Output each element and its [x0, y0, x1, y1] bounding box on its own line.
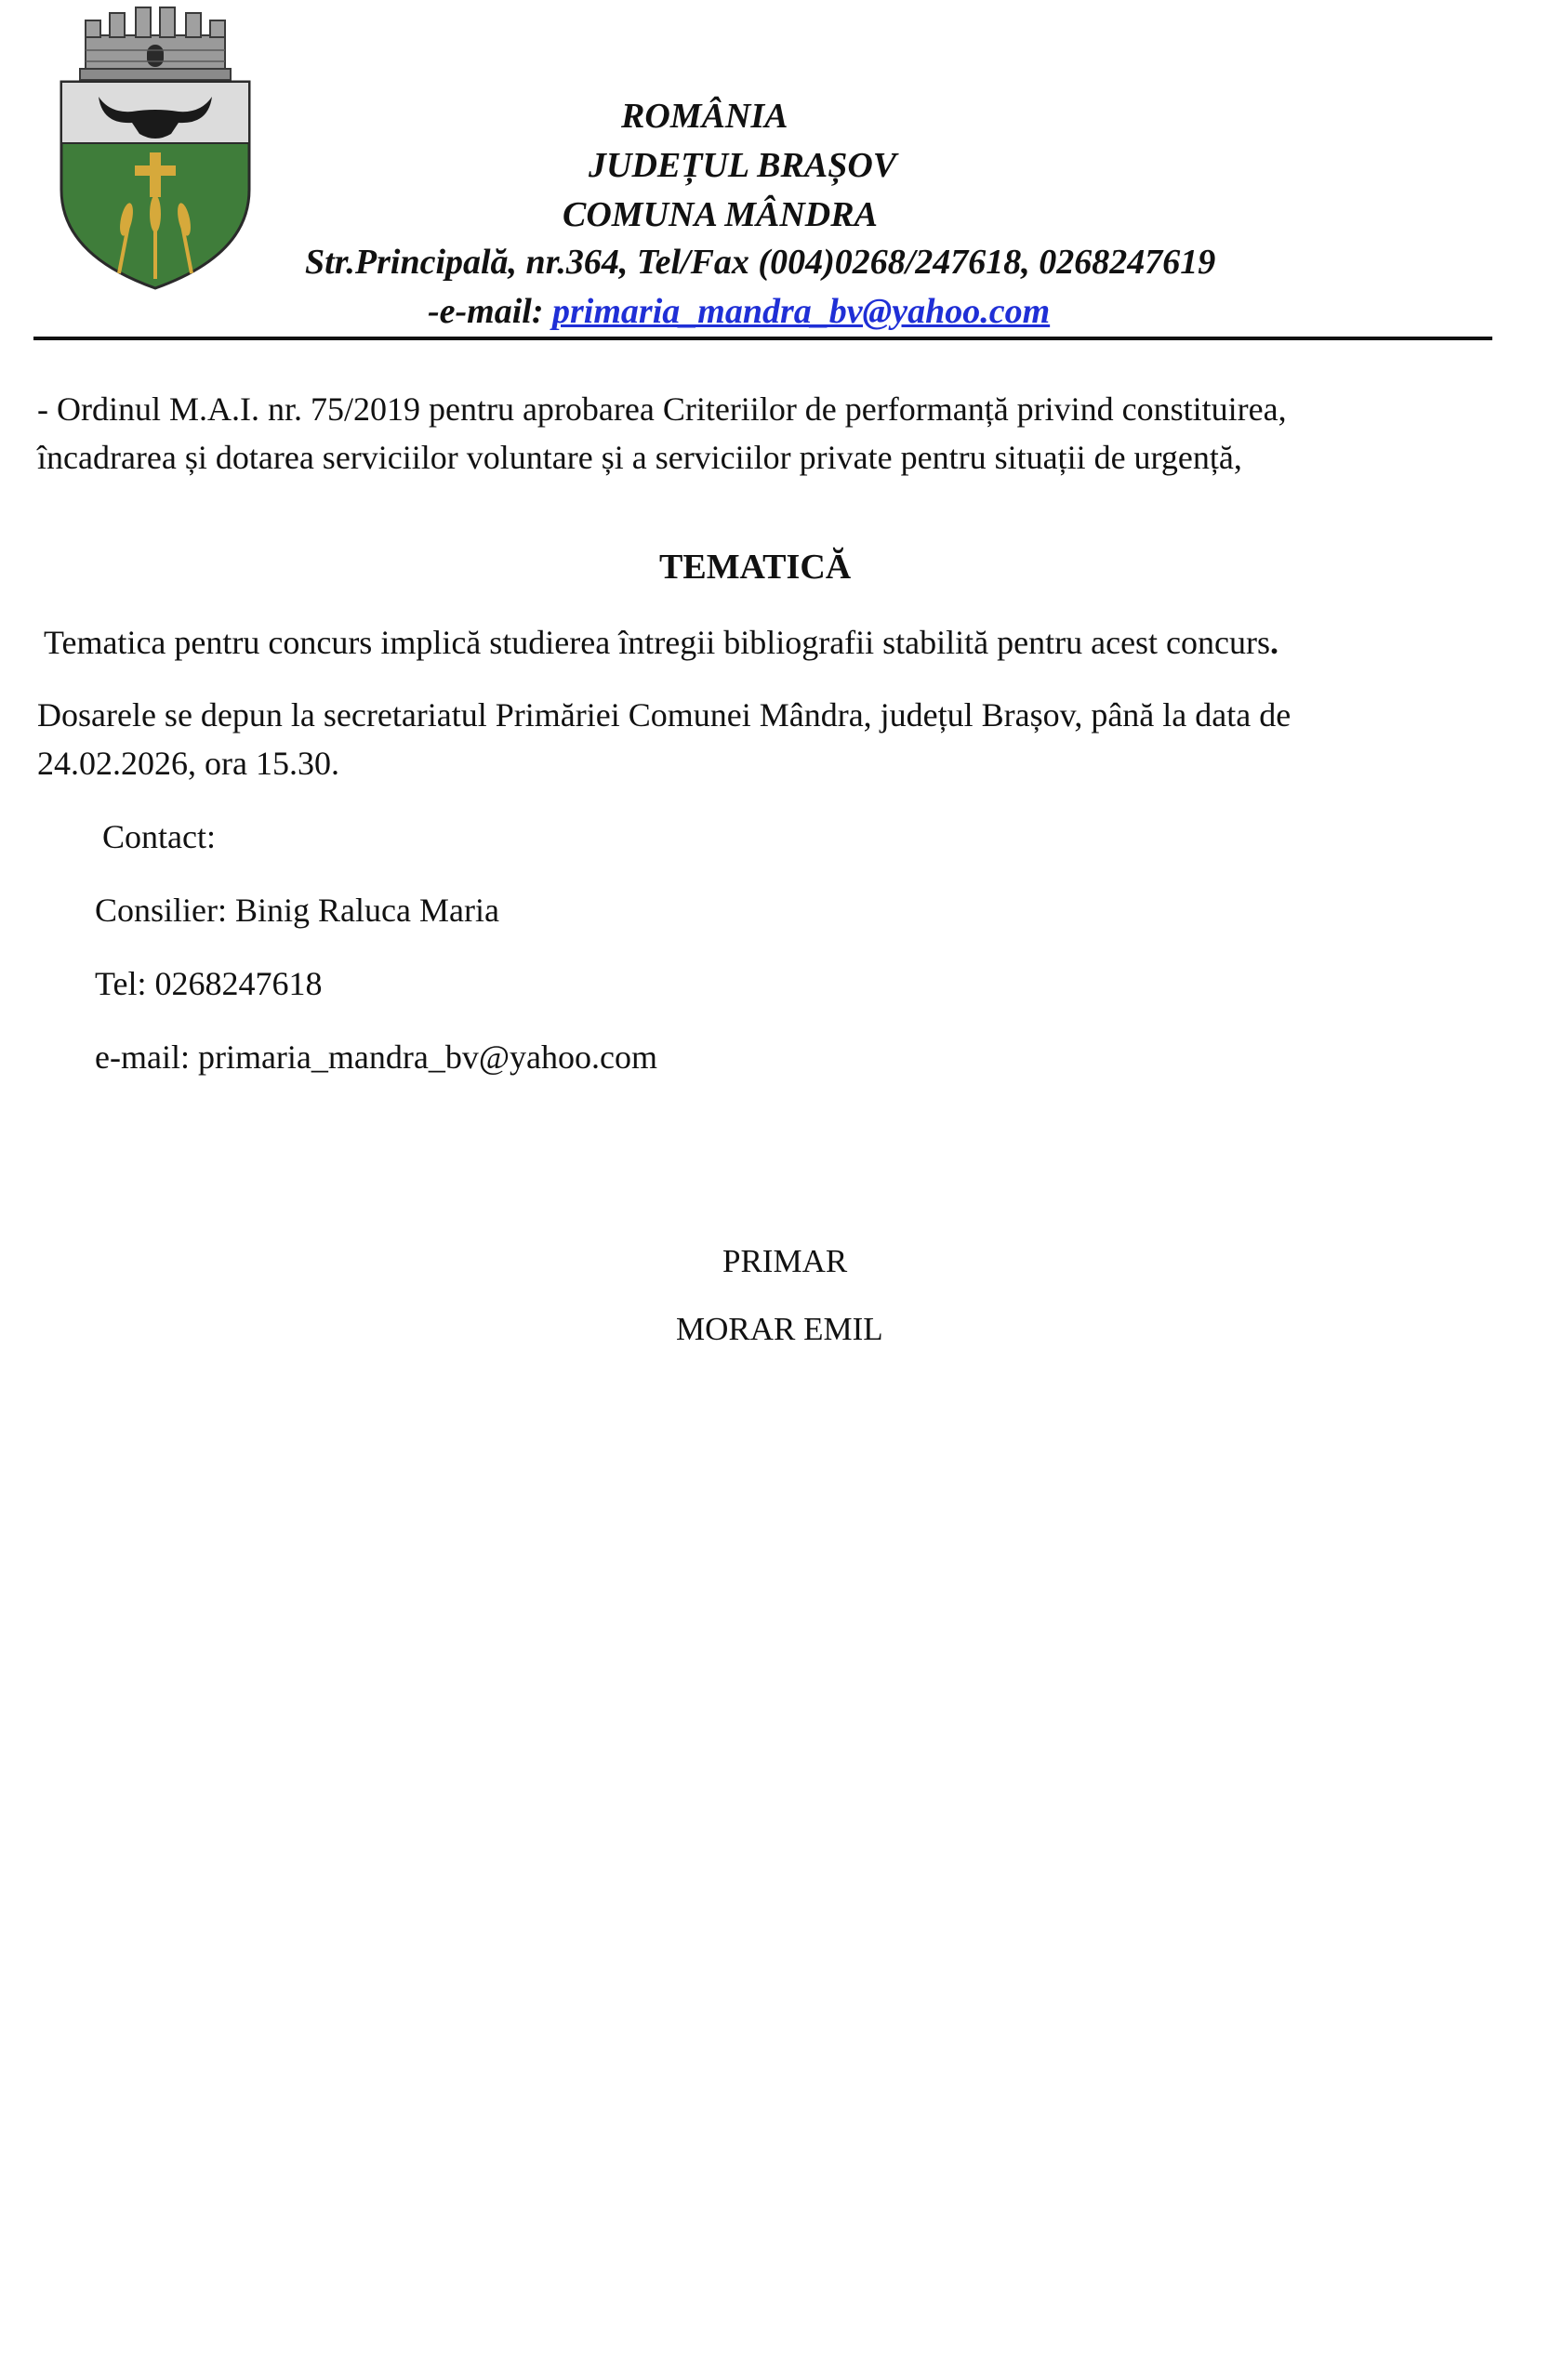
tematica-heading: TEMATICĂ	[659, 548, 852, 587]
dosare-line-1: Dosarele se depun la secretariatul Primăriei Comunei Mândra, județul Brașov, până la data de	[37, 696, 1291, 734]
signature-name: MORAR EMIL	[676, 1311, 883, 1347]
tematica-text-end: .	[1270, 624, 1279, 661]
letterhead-email-line	[428, 287, 1050, 336]
header-divider	[33, 337, 1492, 340]
contact-phone: Tel: 0268247618	[95, 965, 323, 1002]
letterhead-email-prefix: -e-mail:	[428, 292, 553, 331]
dosare-line-2: 24.02.2026, ora 15.30.	[37, 745, 339, 782]
letterhead-country: ROMÂNIA	[621, 97, 788, 136]
coat-of-arms-emblem	[54, 4, 257, 292]
tematica-text	[44, 618, 1278, 667]
mural-crown-icon	[80, 7, 231, 80]
letterhead-county: JUDEȚUL BRAȘOV	[589, 146, 897, 185]
signature-role: PRIMAR	[722, 1243, 848, 1279]
letterhead-email-link[interactable]: primaria_mandra_bv@yahoo.com	[552, 292, 1051, 331]
legal-reference-line-2: încadrarea și dotarea serviciilor voluntare și a serviciilor private pentru situații de urgență,	[37, 439, 1242, 476]
contact-person: Consilier: Binig Raluca Maria	[95, 892, 499, 929]
legal-reference-line-1: - Ordinul M.A.I. nr. 75/2019 pentru aprobarea Criteriilor de performanță privind constituirea,	[37, 390, 1287, 428]
contact-email: e-mail: primaria_mandra_bv@yahoo.com	[95, 1038, 657, 1076]
tematica-text-main: Tematica pentru concurs implică studierea întregii bibliografii stabilită pentru acest concurs	[44, 624, 1271, 661]
letterhead-address: Str.Principală, nr.364, Tel/Fax (004)0268/247618, 0268247619	[305, 243, 1216, 282]
contact-label: Contact:	[102, 818, 216, 855]
letterhead-commune: COMUNA MÂNDRA	[563, 195, 878, 234]
